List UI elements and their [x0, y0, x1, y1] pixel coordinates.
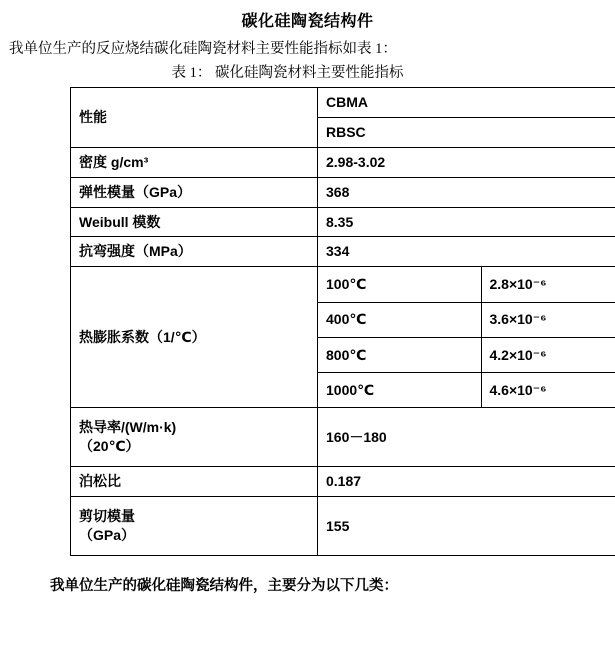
intro-paragraph: 我单位生产的反应烧结碳化硅陶瓷材料主要性能指标如表 1：	[8, 37, 607, 58]
header-property-cell: 性能	[71, 88, 318, 148]
footer-paragraph: 我单位生产的碳化硅陶瓷结构件，主要分为以下几类：	[8, 574, 607, 595]
cte-temp-400: 400℃	[318, 302, 482, 337]
table-row	[71, 237, 615, 267]
cte-value-100: 2.8×10⁻⁶	[481, 267, 615, 302]
cte-temp-100: 100℃	[318, 267, 482, 302]
row-flexural-strength-value: 334	[318, 237, 615, 267]
cte-temp-800: 800℃	[318, 337, 482, 372]
shear-modulus-line1: 剪切模量	[79, 507, 309, 526]
row-thermal-conductivity-value: 160－180	[318, 408, 615, 467]
document-page	[0, 8, 615, 647]
row-weibull-label: Weibull 模数	[71, 207, 318, 237]
table-row	[71, 408, 615, 467]
row-shear-modulus-label	[71, 497, 318, 556]
thermal-conductivity-line2: （20℃）	[79, 437, 309, 456]
header-value-cbma: CBMA	[318, 88, 615, 118]
table-row	[71, 267, 615, 302]
row-density-label: 密度 g/cm³	[71, 147, 318, 177]
row-poisson-ratio-value: 0.187	[318, 467, 615, 497]
shear-modulus-line2: （GPa）	[79, 526, 309, 545]
row-density-value: 2.98-3.02	[318, 147, 615, 177]
table-row	[71, 147, 615, 177]
row-cte-label: 热膨胀系数（1/℃）	[71, 267, 318, 408]
specification-table	[70, 87, 615, 556]
row-shear-modulus-value: 155	[318, 497, 615, 556]
cte-temp-1000: 1000℃	[318, 373, 482, 408]
table-row	[71, 467, 615, 497]
table-row	[71, 177, 615, 207]
cte-value-1000: 4.6×10⁻⁶	[481, 373, 615, 408]
table-row	[71, 88, 615, 118]
row-weibull-value: 8.35	[318, 207, 615, 237]
page-title: 碳化硅陶瓷结构件	[8, 8, 607, 31]
row-flexural-strength-label: 抗弯强度（MPa）	[71, 237, 318, 267]
header-value-rbsc: RBSC	[318, 117, 615, 147]
thermal-conductivity-line1: 热导率/(W/m·k)	[79, 418, 309, 437]
cte-value-400: 3.6×10⁻⁶	[481, 302, 615, 337]
row-thermal-conductivity-label	[71, 408, 318, 467]
table-row	[71, 207, 615, 237]
row-elastic-modulus-value: 368	[318, 177, 615, 207]
row-poisson-ratio-label: 泊松比	[71, 467, 318, 497]
cte-value-800: 4.2×10⁻⁶	[481, 337, 615, 372]
row-elastic-modulus-label: 弹性模量（GPa）	[71, 177, 318, 207]
table-row	[71, 497, 615, 556]
table-caption: 表 1： 碳化硅陶瓷材料主要性能指标	[8, 61, 607, 82]
